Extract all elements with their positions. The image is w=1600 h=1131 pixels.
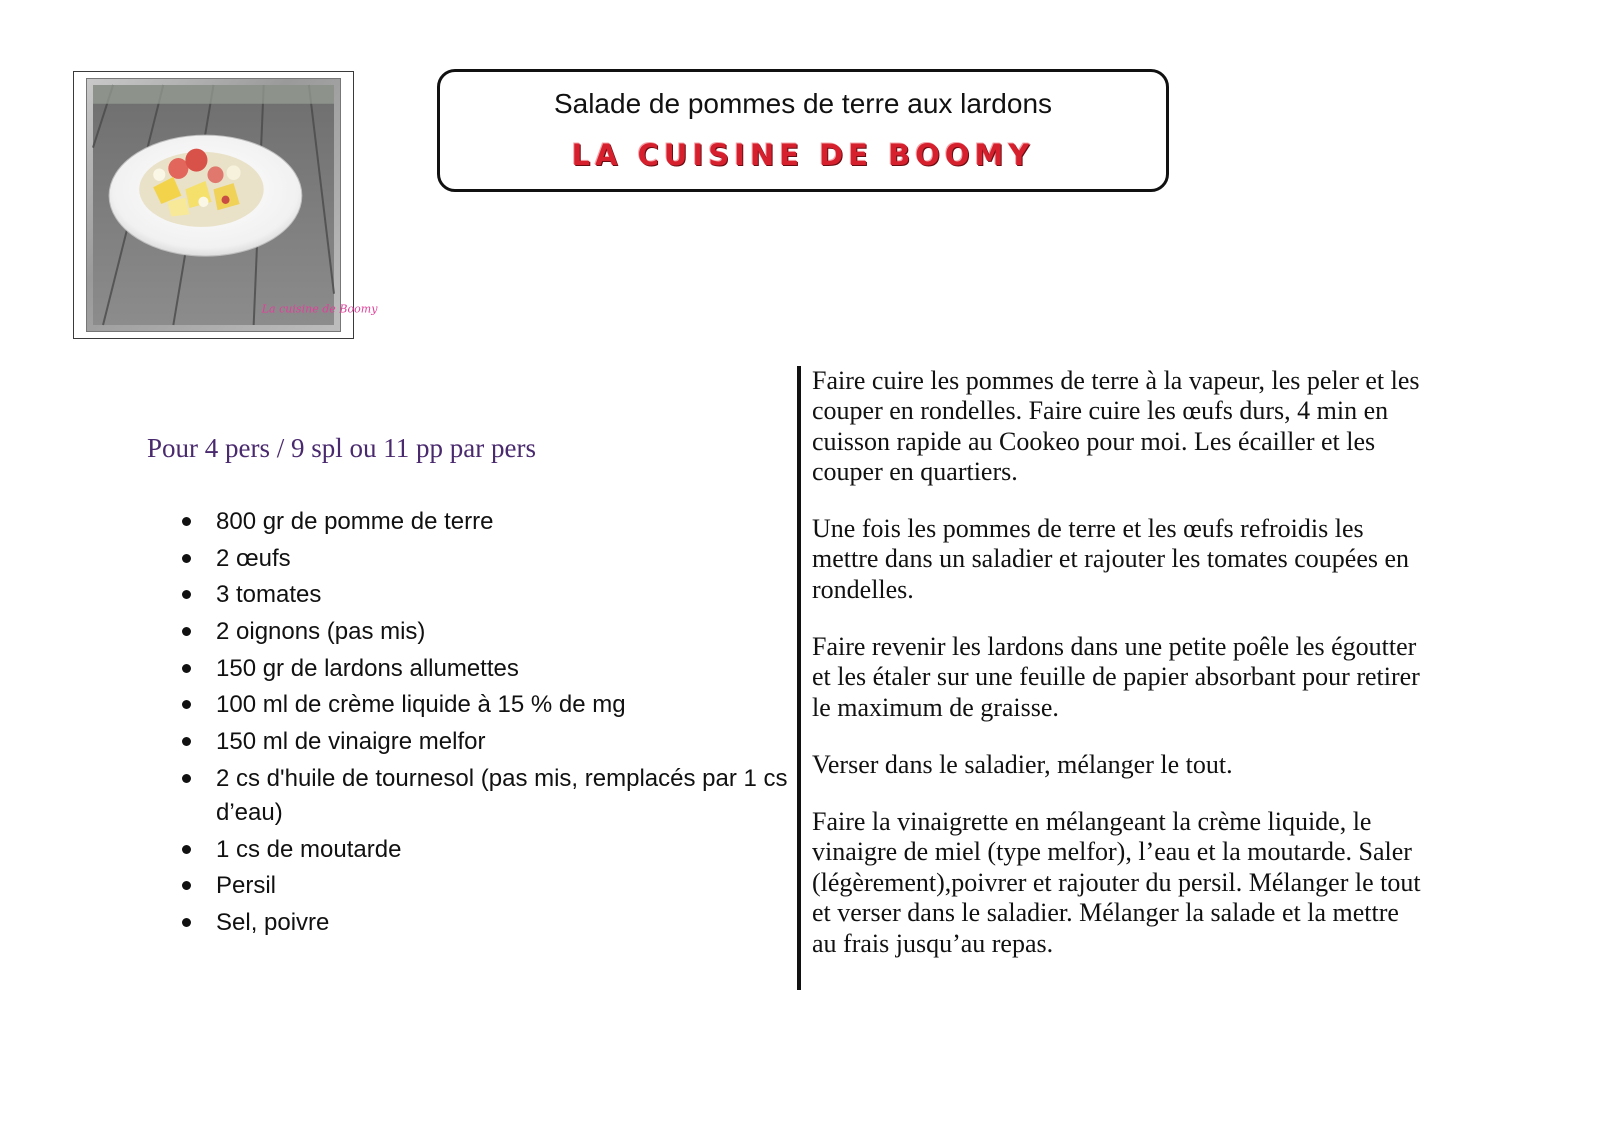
bullet-icon [182,918,191,927]
ingredient-item [178,725,798,759]
bullet-icon [182,554,191,563]
ingredient-item [178,906,798,940]
bullet-icon [182,664,191,673]
ingredient-text: Persil [216,872,277,900]
ingredient-text: 1 cs de moutarde [216,835,402,863]
ingredient-text: 800 gr de pomme de terre [216,508,494,535]
recipe-photo [93,85,378,325]
title-box [437,69,1169,192]
ingredient-text: 150 ml de vinaigre melfor [216,728,486,756]
bullet-icon [182,737,191,746]
ingredient-text: 150 gr de lardons allumettes [216,654,519,682]
bullet-icon [182,627,191,636]
ingredient-text: 3 tomates [216,581,322,609]
ingredient-text: 2 œufs [216,544,291,572]
ingredient-item [178,505,798,539]
photo-watermark: La cuisine de Boomy [261,302,378,316]
ingredient-item [178,833,798,867]
ingredient-list [178,505,798,943]
recipe-title: Salade de pommes de terre aux lardons [553,88,1053,119]
ingredient-text: 2 oignons (pas mis) [216,618,426,646]
bullet-icon [182,517,191,526]
recipe-photo-frame [73,71,378,339]
instruction-paragraph: Une fois les pommes de terre et les œufs refroidis les mettre dans un saladier et rajouter les tomates coupées en rondelles. [812,514,1410,604]
ingredient-item [178,652,798,686]
bullet-icon [182,700,191,709]
bullet-icon [182,845,191,854]
ingredient-text: 2 cs d'huile de tournesol (pas mis, remplacés par 1 cs d’eau) [216,764,788,826]
instruction-paragraph: Verser dans le saladier, mélanger le tout. [812,750,1233,779]
bullet-icon [182,881,191,890]
servings-info: Pour 4 pers / 9 spl ou 11 pp par pers [147,433,536,463]
ingredient-item [178,542,798,576]
ingredient-item [178,578,798,612]
bullet-icon [182,590,191,599]
ingredient-item [178,762,798,830]
ingredient-text: 100 ml de crème liquide à 15 % de mg [216,691,626,719]
instruction-paragraph: Faire cuire les pommes de terre à la vapeur, les peler et les couper en rondelles. Faire cuire les œufs durs, 4 min en cuisson rapide au Cookeo pour moi. Les écailler et les couper en quartiers. [812,366,1420,487]
recipe-photo-mat [86,78,378,332]
ingredient-item [178,869,798,903]
instruction-paragraph: Faire la vinaigrette en mélangeant la crème liquide, le vinaigre de miel (type melfor), l’eau et la moutarde. Saler (légèrement),poivrer et rajouter du persil. Mélanger le tout et verser dans le saladier. Mélanger la salade et la mettre au frais jusqu’au repas. [812,807,1421,958]
column-divider [797,366,801,990]
instruction-paragraph: Faire revenir les lardons dans une petite poêle les égoutter et les étaler sur une feuille de papier absorbant pour retirer le maximum de graisse. [812,632,1420,722]
bullet-icon [182,774,191,783]
ingredient-item [178,688,798,722]
ingredient-item [178,615,798,649]
blog-name: LA CUISINE DE BOOMY [571,138,1035,172]
ingredient-text: Sel, poivre [216,908,330,936]
